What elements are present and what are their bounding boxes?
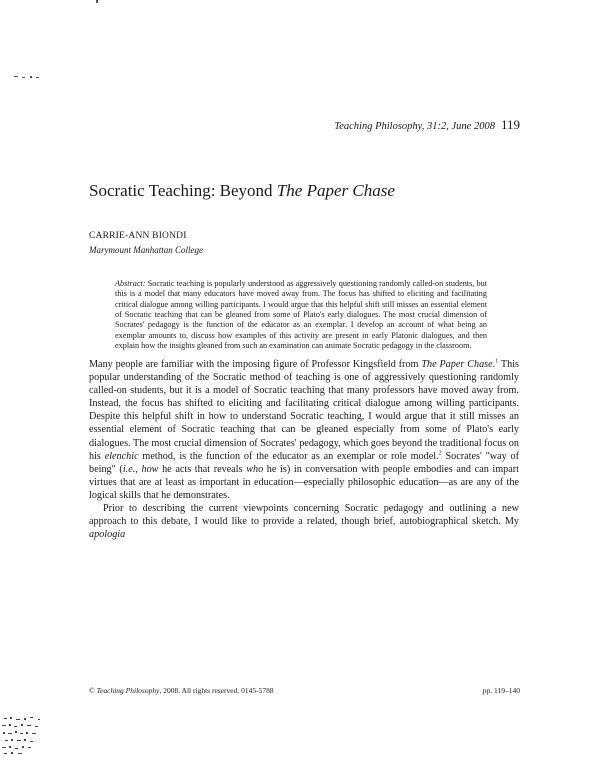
footer-journal: Teaching Philosophy	[96, 686, 160, 695]
journal-citation: Teaching Philosophy, 31:2, June 2008	[334, 121, 495, 132]
body-text-run: Prior to describing the current viewpoints concerning Socratic pedagogy and outlining a new approach to this debate, I would like to provide a related, though brief, autobiographical sketch. My	[89, 503, 519, 528]
abstract-label: Abstract:	[115, 279, 146, 288]
page-range: pp. 119–140	[482, 686, 520, 695]
body-paragraph	[89, 502, 519, 541]
scan-speck	[14, 76, 18, 77]
page-number: 119	[500, 117, 520, 132]
footer-rights: , 2008. All rights reserved. 0145-5788	[159, 686, 274, 695]
body-text-run: he is) in conversation with people embodies and can impart virtues that are at least as important in education—especially philosophic education—as are any of the logical skills that he demonstrates.	[89, 463, 520, 501]
footnote-ref: 1	[495, 358, 499, 365]
author-name: CARRIE-ANN BIONDI	[89, 231, 187, 241]
italic-term: apologia	[89, 529, 126, 541]
abstract	[115, 279, 487, 351]
copyright-symbol: ©	[89, 686, 97, 695]
copyright-line	[89, 686, 274, 695]
period: .	[492, 359, 496, 370]
body-text-run: method, is the function of the educator as an exemplar or role model.	[138, 450, 439, 462]
author-affiliation: Marymount Manhattan College	[89, 245, 203, 255]
italic-term: i.e.	[122, 463, 136, 475]
body-paragraph	[89, 358, 519, 502]
italic-term: who	[246, 463, 264, 475]
body-text-run: he acts that reveals	[158, 463, 247, 475]
italic-term: how	[141, 463, 159, 475]
article-body	[89, 358, 519, 541]
scan-speck	[36, 77, 39, 78]
body-text-run: Many people are familiar with the imposing figure of Professor Kingsfield from	[89, 359, 422, 370]
italic-term: elenchic	[104, 450, 139, 462]
body-text-run: Socrates' "way of being" (	[89, 450, 519, 475]
footnote-ref: 2	[438, 450, 442, 457]
title-italic: The Paper Chase	[276, 181, 395, 200]
running-head	[210, 117, 520, 133]
abstract-text: Socratic teaching is popularly understood as aggressively questioning randomly called-on students, but this is a model that many educators have moved away from. The focus has shifted to eliciting and facilitating critical dialogue among willing participants. I would argue that this helpful shift still misses an essential element of Socratic teaching that can be gleaned from some of Plato's early dialogues. The most crucial dimension of Socrates' pedagogy is the function of the educator as an exemplar. I develop an account of what being an exemplar amounts to, discuss how examples of this activity are present in early Platonic dialogues, and then explain how the insights gleaned from such an examination can animate Socratic pedagogy in the classroom.	[115, 279, 487, 351]
title-prefix: Socratic Teaching: Beyond	[89, 181, 277, 200]
scan-speck	[30, 76, 32, 78]
body-text-run: This popular understanding of the Socratic method of teaching is one of aggressively questioning randomly called-on students, but it is a model of Socratic teaching that many professors have moved away from. Instead, the focus has shifted to eliciting and facilitating critical dialogue among willing participants. Despite this helpful shift in how to understand Socratic teaching, I would argue that it still misses an essential element of Socratic teaching that can be gleaned especially from some of Plato's early dialogues. The most crucial dimension of Socrates' pedagogy, which goes beyond the traditional focus on his	[89, 359, 519, 462]
body-text-run: ,	[135, 463, 142, 475]
scan-speck	[22, 77, 25, 78]
film-title: The Paper Chase	[421, 359, 493, 370]
article-title	[89, 181, 519, 201]
scan-artifact-mark	[0, 716, 56, 756]
scan-speck	[96, 0, 98, 3]
